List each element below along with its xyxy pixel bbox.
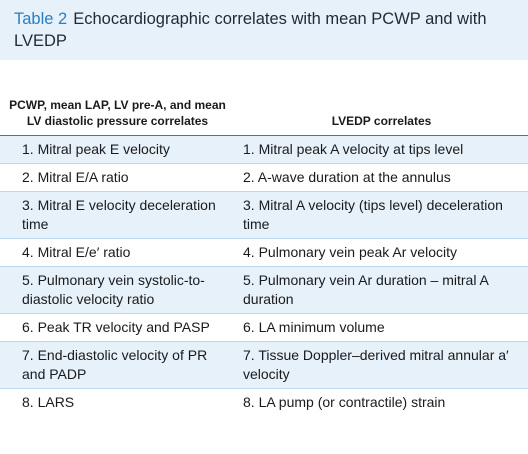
table-row: [0, 238, 528, 266]
table-label: Table 2: [14, 10, 68, 28]
table-row: [0, 341, 528, 388]
table-row: [0, 266, 528, 313]
cell-left: 5. Pulmonary vein systolic-to-diastolic velocity ratio: [0, 266, 235, 313]
cell-left: 1. Mitral peak E velocity: [0, 135, 235, 163]
cell-right: 4. Pulmonary vein peak Ar velocity: [235, 238, 528, 266]
table-row: [0, 135, 528, 163]
table-caption: [0, 0, 528, 60]
table-header: [0, 60, 528, 135]
cell-left: 8. LARS: [0, 388, 235, 416]
cell-left: 7. End-diastolic velocity of PR and PADP: [0, 341, 235, 388]
cell-left: 6. Peak TR velocity and PASP: [0, 313, 235, 341]
header-right: LVEDP correlates: [235, 60, 528, 135]
table-title: Echocardiographic correlates with mean PCWP and with LVEDP: [14, 10, 487, 50]
table-body: [0, 135, 528, 416]
cell-left: 4. Mitral E/e′ ratio: [0, 238, 235, 266]
cell-right: 6. LA minimum volume: [235, 313, 528, 341]
header-left: PCWP, mean LAP, LV pre-A, and mean LV diastolic pressure correlates: [0, 60, 235, 135]
cell-left: 2. Mitral E/A ratio: [0, 163, 235, 191]
table-row: [0, 388, 528, 416]
cell-right: 7. Tissue Doppler–derived mitral annular a′ velocity: [235, 341, 528, 388]
cell-right: 8. LA pump (or contractile) strain: [235, 388, 528, 416]
cell-right: 5. Pulmonary vein Ar duration – mitral A duration: [235, 266, 528, 313]
cell-right: 3. Mitral A velocity (tips level) deceleration time: [235, 191, 528, 238]
correlates-table: [0, 60, 528, 416]
table-row: [0, 191, 528, 238]
cell-left: 3. Mitral E velocity deceleration time: [0, 191, 235, 238]
header-row: [0, 60, 528, 135]
table-row: [0, 313, 528, 341]
cell-right: 2. A-wave duration at the annulus: [235, 163, 528, 191]
cell-right: 1. Mitral peak A velocity at tips level: [235, 135, 528, 163]
table-row: [0, 163, 528, 191]
